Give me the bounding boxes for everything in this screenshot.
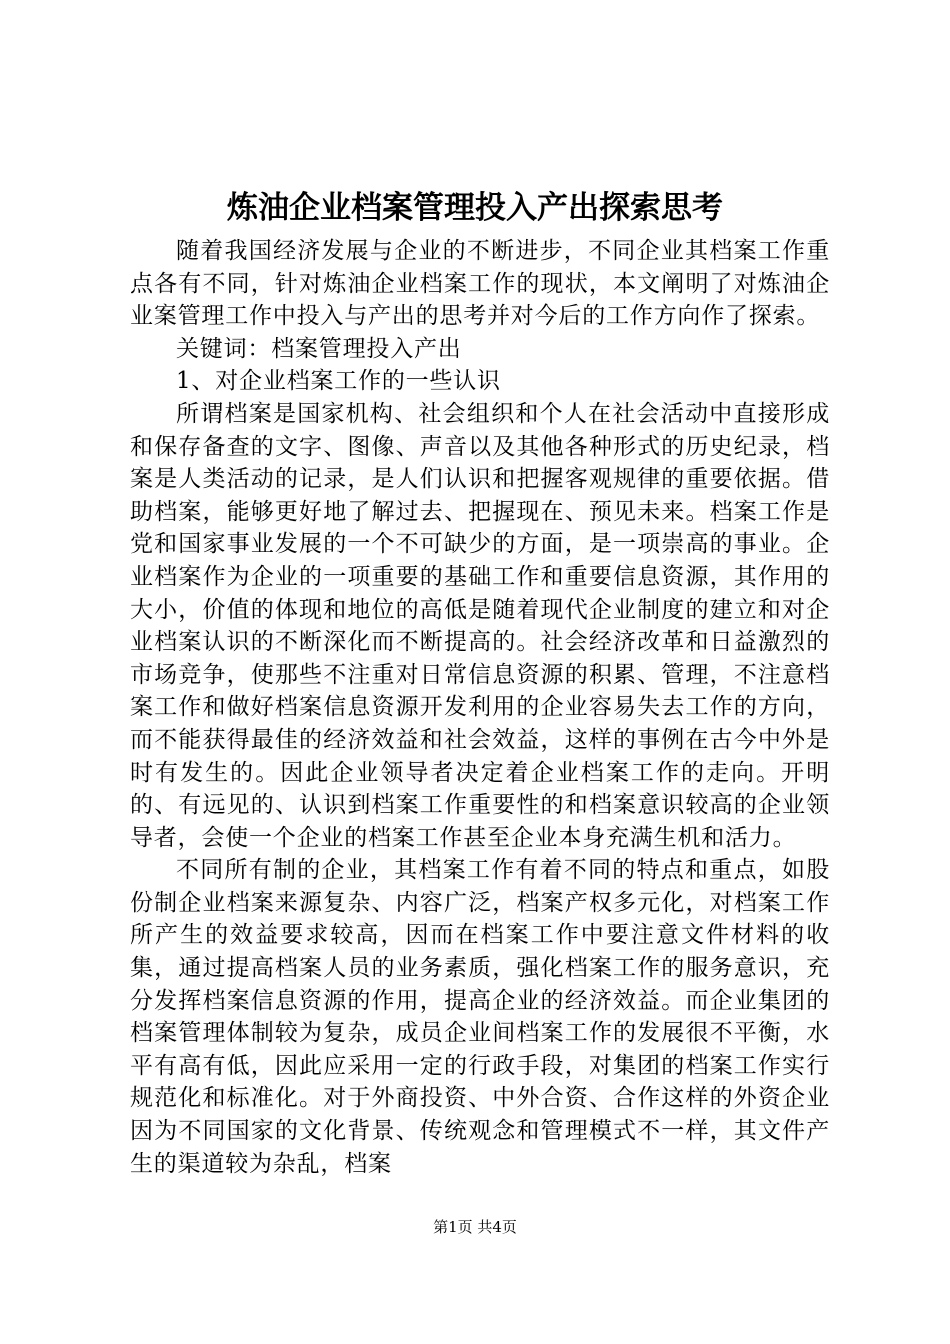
body-paragraph: 所谓档案是国家机构、社会组织和个人在社会活动中直接形成和保存备查的文字、图像、声音以及其他各种形式的历史纪录，档案是人类活动的记录，是人们认识和把握客观规律的重要依据。借助档案，能够更好地了解过去、把握现在、预见未来。档案工作是党和国家事业发展的一个不可缺少的方面，是一项崇高的事业。企业档案作为企业的一项重要的基础工作和重要信息资源，其作用的大小，价值的体现和地位的高低是随着现代企业制度的建立和对企业档案认识的不断深化而不断提高的。社会经济改革和日益激烈的市场竞争，使那些不注重对日常信息资源的积累、管理，不注意档案工作和做好档案信息资源开发利用的企业容易失去工作的方向，而不能获得最佳的经济效益和社会效益，这样的事例在古今中外是时有发生的。因此企业领导者决定着企业档案工作的走向。开明的、有远见的、认识到档案工作重要性的和档案意识较高的企业领导者，会使一个企业的档案工作甚至企业本身充满生机和活力。 xyxy=(130,400,830,851)
keywords-line: 关键词：档案管理投入产出 xyxy=(176,335,462,362)
abstract-paragraph: 随着我国经济发展与企业的不断进步，不同企业其档案工作重点各有不同，针对炼油企业档案工作的现状，本文阐明了对炼油企业案管理工作中投入与产出的思考并对今后的工作方向作了探索。 xyxy=(130,238,830,330)
body-paragraph: 不同所有制的企业，其档案工作有着不同的特点和重点，如股份制企业档案来源复杂、内容广泛，档案产权多元化，对档案工作所产生的效益要求较高，因而在档案工作中要注意文件材料的收集，通过提高档案人员的业务素质，强化档案工作的服务意识，充分发挥档案信息资源的作用，提高企业的经济效益。而企业集团的档案管理体制较为复杂，成员企业间档案工作的发展很不平衡，水平有高有低，因此应采用一定的行政手段，对集团的档案工作实行规范化和标准化。对于外商投资、中外合资、合作这样的外资企业因为不同国家的文化背景、传统观念和管理模式不一样，其文件产生的渠道较为杂乱，档案 xyxy=(130,857,830,1177)
page-footer: 第1页 共4页 xyxy=(433,1218,517,1236)
section-heading: 1、对企业档案工作的一些认识 xyxy=(176,368,501,395)
document-title: 炼油企业档案管理投入产出探索思考 xyxy=(227,190,723,226)
document-body xyxy=(130,235,830,1180)
